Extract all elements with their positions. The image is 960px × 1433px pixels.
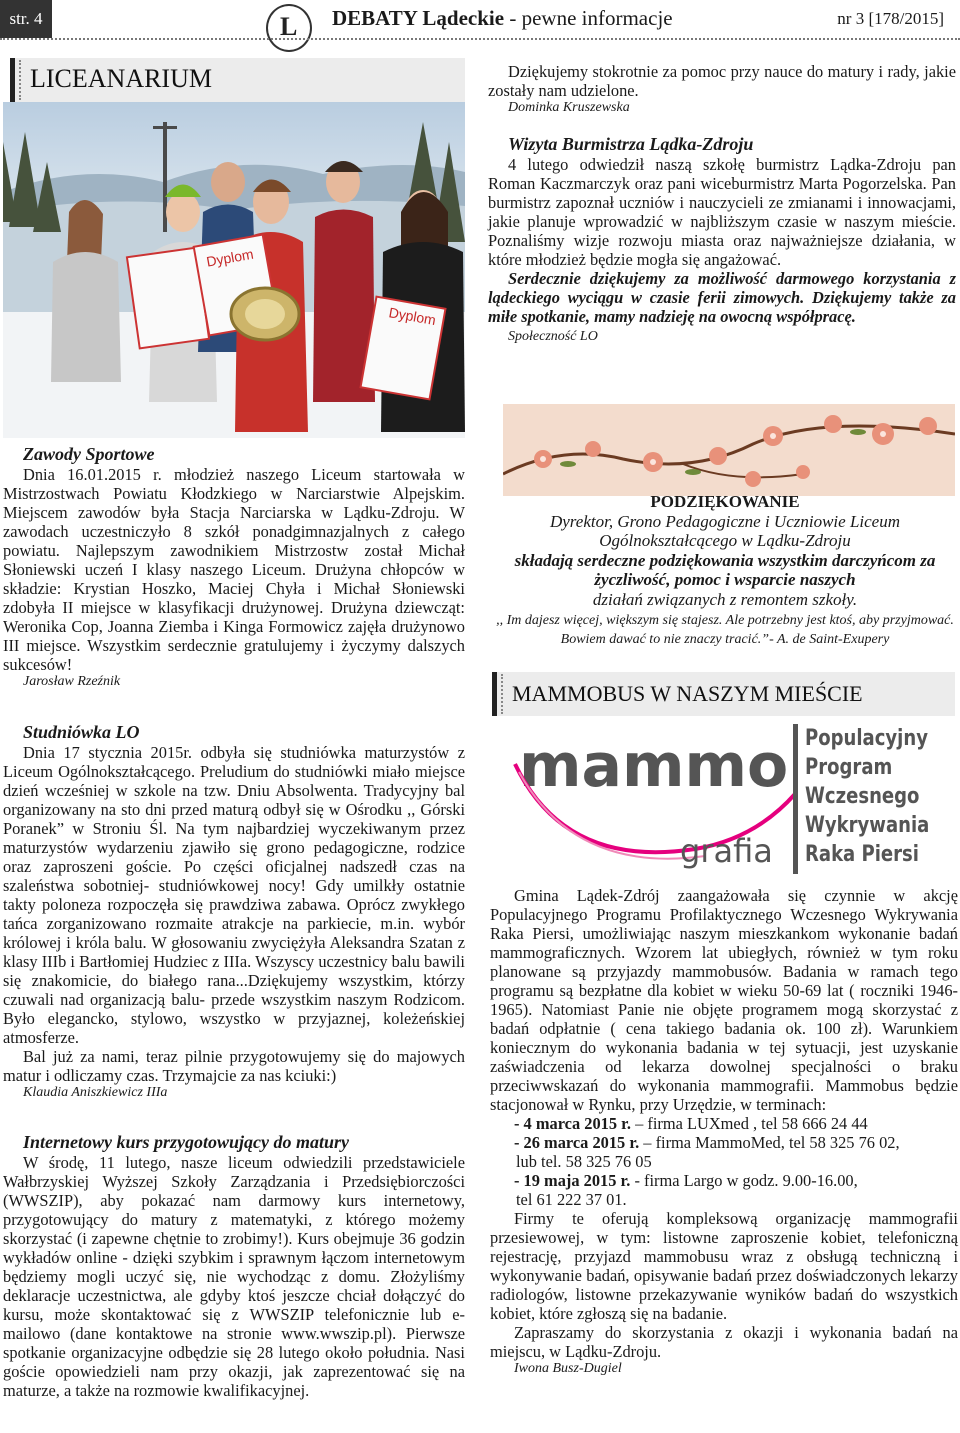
article-body-3: Zapraszamy do skorzystania z okazji i wykonania badań na miejscu, w Lądku-Zdroju. [490, 1323, 958, 1361]
newspaper-logo [266, 4, 312, 52]
date-item: - 19 maja 2015 r. - firma Largo w godz. 9.00-16.00, [514, 1171, 858, 1190]
article-title: Studniówka LO [23, 722, 140, 742]
photo-illustration [3, 102, 465, 438]
article-body: Dnia 16.01.2015 r. młodzież naszego Liceum startowała w Mistrzostwach Powiatu Kłodzkiego w Narciarstwie Alpejskim. Miejscem zawodów była Stacja Narciarska w Lądku-Zdroju. W zawodach uczestniczyło 8 szkół ponadgimnazjalnych z całego powiatu. Najlepszym zawodnikiem Mistrzostw został Michał Słoniewski uczeń I klasy naszego Liceum. Drużyna chłopców w składzie: Krystian Hoszko, Maciej Chyła i Michał Słoniewski zdobyła II miejsce w klasyfikacji drużynowej. Drużyna dziewcząt: Weronika Cop, Joanna Ziemba i Kinga Formowicz zajęła drużynowo III miejsce. Wszystkim serdecznie gratulujemy i życzymy dalszych sukcesów! [3, 465, 465, 674]
article-body: Dnia 17 stycznia 2015r. odbyła się studniówka maturzystów z Liceum Ogólnokształcącego. Preludium do studniówki miało miejsce dzień wcześniej w szkole na tzw. Dniu Absolwenta. Tradycyjny bal organizowany na sto dni przed maturą odbył się w Ośrodku ,, Górski Poranek” w Stroniu Śl. Na tym najbardziej wyczekiwanym przez maturzystów wydarzeniu zjawiło się grono pedagogiczne, rodzice oraz zaproszeni goście. Po części oficjalnej nadszedł czas na szaleństwa sobotniej- studniówkowej nocy! Gdy umilkły ostatnie takty poloneza rozpoczęła się prawdziwa zabawa. Oprócz zwykłego tańca zorganizowano rozmaite atrakcje na parkiecie, m.in. wybór królowej i króla balu. W głosowaniu zwyciężyła Aleksandra Szatan z klasy IIIb i Bartłomiej Hudziec z IIIa. Wszyscy uczestnicy balu bawili się znakomicie, do białego rana...Dziękujemy wszystkim, którzy czuwali nad organizacją balu- przede wszystkim naszym Rodzicom. Było elegancko, stylowo, wszystko w przyjaznej, koleżeńskiej atmosferze. [3, 743, 465, 1047]
article-title: Internetowy kurs przygotowujący do matury [23, 1132, 350, 1152]
program-line: Program [805, 755, 893, 780]
title-bold: DEBATY Lądeckie [332, 6, 505, 30]
mammografia-logo [505, 724, 955, 874]
article-studniowka [3, 722, 465, 1101]
diploma-label-2: Dyplom [387, 304, 438, 329]
acknowledgement-box [492, 492, 958, 649]
ack-title: PODZIĘKOWANIE [650, 492, 800, 511]
ack-quote: ,, Im dajesz więcej, większym się stajesz. Ale potrzebny jest ktoś, aby przyjmować. Bowiem dawać to nie znaczy tracić.”- A. de Saint-Exupery [496, 612, 954, 647]
program-line: Wczesnego [805, 784, 920, 809]
article-title: Zawody Sportowe [23, 444, 155, 464]
article-sports [3, 444, 465, 690]
flower-decoration [503, 404, 955, 496]
article-body: Gmina Lądek-Zdrój zaangażowała się czynnie w akcję Populacyjnego Programu Profilaktycznego Wczesnego Wykrywania Raka Piersi, umożliwiając naszym mieszkankom wykonanie badań mammograficznych. Wzorem lat ubiegłych, również w tym roku planowane są przyjazdy mammobusów. Badania w ramach tego programu są bezpłatne dla kobiet w wieku 50-69 lat ( roczniki 1946-1965). Natomiast Panie nie objęte programem mogą skorzystać z badań odpłatnie ( cena takiego badania ok. 100 zł). Warunkiem koniecznym do wykonania badania w tej sytuacji, jest uzyskanie zaświadczenia od lekarza dowolnej specjalności o braku przeciwwskazań do wykonania mammografii. Mammobus będzie stacjonował w Rynku, przy Urzędzie, w terminach: [490, 886, 958, 1114]
ack-line2: składają serdeczne podziękowania wszystkim darczyńcom za życzliwość, pomoc i wsparcie naszych [514, 550, 936, 590]
date-item: - 26 marca 2015 r. – firma MammoMed, tel 58 325 76 02, [514, 1133, 900, 1152]
logo-grafia-text: grafia [680, 832, 773, 870]
newspaper-title [332, 6, 673, 31]
article-course [3, 1132, 465, 1400]
thanks-note [488, 62, 956, 116]
thanks-author: Dominka Kruszewska [508, 100, 630, 115]
section-heading-mammobus [492, 672, 955, 716]
section-title: LICEANARIUM [30, 64, 212, 93]
article-body: W środę, 11 lutego, nasze liceum odwiedzili przedstawiciele Wałbrzyskiej Wyższej Szkoły Zarządzania i Przedsiębiorczości (WWSZIP), aby pokazać nam darmowy kurs internetowy, przygotowujący do matury z matematyki, z którego możemy skorzystać (i zapewne chętnie to zrobimy!). Kurs obejmuje 36 godzin wykładów online - dzięki szybkim i sprawnym łączom internetowym będziemy mogli uczyć się, nie wychodząc z domu. Złożyliśmy deklaracje uczestnictwa, ale gdyby ktoś jeszcze chciał dołączyć do kursu, może skontaktować się z WWSZIP telefonicznie lub e-mailowo (dane kontaktowe na stronie www.wwszip.pl). Pierwsze spotkanie organizacyjne odbędzie się 28 lutego około południa. Nasi goście opowiedzieli nam przy okazji, jak zaprezentować się na maturze, a także na rozmowie kwalifikacyjnej. [3, 1153, 465, 1400]
title-rest: - pewne informacje [504, 6, 673, 30]
ack-line3: działań związanych z remontem szkoły. [592, 589, 858, 609]
ski-team-photo [3, 102, 465, 438]
program-name [805, 724, 928, 869]
program-line: Raka Piersi [805, 842, 919, 867]
diploma-label: Dyplom [205, 245, 255, 270]
article-body: 4 lutego odwiedził naszą szkołę burmistrz Lądka-Zdroju pan Roman Kaczmarczyk oraz pani wiceburmistrz Marta Pogorzelska. Pan burmistrz zapoznał uczniów i nauczycieli ze zmianami i innowacjami, jakie planuje wprowadzić w najbliższym czasie w naszym mieście. Poznaliśmy wizje rozwoju miasta oraz najważniejsze działania, w które młodzież będzie mogła się angażować. [488, 155, 956, 269]
date-item: tel 61 222 37 01. [516, 1190, 627, 1209]
date-item: lub tel. 58 325 76 05 [516, 1152, 652, 1171]
article-author: Jarosław Rzeźnik [23, 674, 121, 689]
article-author: Klaudia Aniszkiewicz IIIa [23, 1085, 168, 1100]
flower-illustration [503, 404, 955, 496]
section-title: MAMMOBUS W NASZYM MIEŚCIE [512, 681, 863, 706]
issue-number: nr 3 [178/2015] [837, 9, 944, 28]
article-thanks: Serdecznie dziękujemy za możliwość darmowego korzystania z lądeckiego wyciągu w czasie ferii zimowych. Dziękujemy także za miłe spotkanie, mamy nadzieję na owocną współpracę. [488, 269, 956, 326]
article-body-2: Bal już za nami, teraz pilnie przygotowujemy się do majowych matur i odliczamy czas. Trzymajcie za nas kciuki:) [3, 1047, 465, 1085]
page-number: str. 4 [0, 0, 52, 38]
program-line: Wykrywania [805, 813, 930, 838]
program-line: Populacyjny [805, 726, 928, 751]
article-title: Wizyta Burmistrza Lądka-Zdroju [508, 134, 754, 154]
article-mammobus [490, 886, 958, 1377]
article-visit [488, 134, 956, 345]
dates-list [514, 1114, 958, 1209]
article-author: Społeczność LO [508, 329, 598, 344]
ack-line1: Dyrektor, Grono Pedagogiczne i Uczniowie Liceum Ogólnokształcącego w Lądku-Zdroju [549, 511, 900, 551]
article-body-2: Firmy te oferują kompleksową organizację mammografii przesiewowej, w tym: listowne zaproszenie kobiet, telefoniczną rejestrację, przyjazd mammobusu wraz z obsługą techniczną i wykonywanie badań, opisywanie badań przez doświadczonych lekarzy radiologów, listowne przekazywanie wyników badań do wszystkich kobiet, które zgłoszą się na badanie. [490, 1209, 958, 1323]
header-divider [0, 38, 960, 40]
article-author: Iwona Busz-Dugiel [514, 1361, 622, 1376]
section-heading-liceanarium [10, 58, 465, 102]
thanks-text: Dziękujemy stokrotnie za pomoc przy nauce do matury i rady, jakie zostały nam udzielone. [488, 62, 956, 100]
date-item: - 4 marca 2015 r. – firma LUXmed , tel 58 666 24 44 [514, 1114, 868, 1133]
logo-mammo-text: mammo [519, 731, 789, 801]
